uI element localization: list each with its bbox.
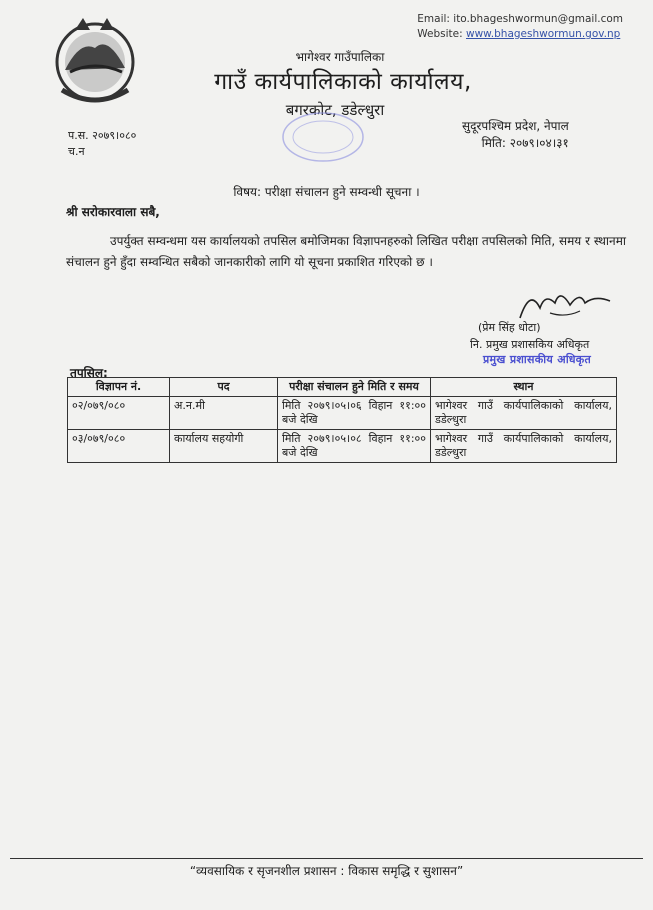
government-emblem-icon	[50, 10, 140, 115]
cell-advertisement-no: ०२/०७९/०८०	[68, 397, 170, 430]
office-subtitle: भागेश्वर गाउँपालिका	[295, 50, 385, 64]
province: सुदूरपश्चिम प्रदेश, नेपाल	[462, 119, 569, 133]
cell-post: कार्यालय सहयोगी	[170, 430, 278, 463]
signatory-title: नि. प्रमुख प्रशासकिय अधिकृत	[470, 338, 590, 351]
table-header-row	[68, 378, 617, 397]
office-seal-stamp-icon	[278, 110, 368, 165]
email-line: Email: ito.bhageshwormun@gmail.com	[417, 13, 623, 25]
office-title: गाउँ कार्यपालिकाको कार्यालय,	[214, 69, 472, 95]
website-line	[417, 27, 623, 42]
office-location: बगरकोट, डडेल्धुरा	[285, 101, 385, 119]
contact-block	[417, 12, 623, 42]
col-advertisement-no: विज्ञापन नं.	[68, 378, 170, 397]
cell-exam-date-time: मिति २०७९।०५।०६ विहान ११:०० बजे देखि	[278, 397, 431, 430]
cell-exam-date-time: मिति २०७९।०५।०८ विहान ११:०० बजे देखि	[278, 430, 431, 463]
signatory-stamp: प्रमुख प्रशासकीय अधिकृत	[483, 353, 592, 366]
table-row	[68, 397, 617, 430]
schedule-label: तपसिल:	[70, 366, 108, 380]
salutation: श्री सरोकारवाला सबै,	[66, 205, 160, 219]
cell-venue: भागेश्वर गाउँ कार्यपालिकाको कार्यालय, डडेल्धुरा	[431, 430, 617, 463]
reference-block	[68, 128, 136, 160]
website-link[interactable]: www.bhageshwormun.gov.np	[466, 28, 621, 40]
footer-motto: “व्यवसायिक र सृजनशील प्रशासन : विकास समृद्धि र सुशासन”	[189, 864, 464, 878]
cell-post: अ.न.मी	[170, 397, 278, 430]
dispatch-number: च.न	[68, 145, 85, 158]
cell-advertisement-no: ०३/०७९/०८०	[68, 430, 170, 463]
cell-venue: भागेश्वर गाउँ कार्यपालिकाको कार्यालय, डडेल्धुरा	[431, 397, 617, 430]
reference-number: प.स. २०७९।०८०	[68, 129, 137, 142]
col-post: पद	[170, 378, 278, 397]
website-label: Website:	[417, 28, 466, 40]
notice-subject: विषय: परीक्षा संचालन हुने सम्वन्धी सूचना ।	[233, 185, 420, 199]
col-exam-date-time: परीक्षा संचालन हुने मिति र समय	[278, 378, 431, 397]
table-row	[68, 430, 617, 463]
letter-date: मिति: २०७९।०४।३१	[481, 136, 569, 150]
footer-divider	[10, 858, 643, 859]
schedule-table	[67, 377, 617, 463]
signatory-name: (प्रेम सिंह धोटा)	[478, 321, 541, 334]
province-date-block	[462, 118, 569, 152]
notice-body: उपर्युक्त सम्वन्धमा यस कार्यालयको तपसिल बमोजिमका विज्ञापनहरुको लिखित परीक्षा तपसिलको मिति, समय र स्थानमा संचालन हुने हुँदा सम्वन्धित सबैको जानकारीको लागि यो सूचना प्रकाशित गरिएको छ ।	[66, 234, 626, 269]
col-venue: स्थान	[431, 378, 617, 397]
